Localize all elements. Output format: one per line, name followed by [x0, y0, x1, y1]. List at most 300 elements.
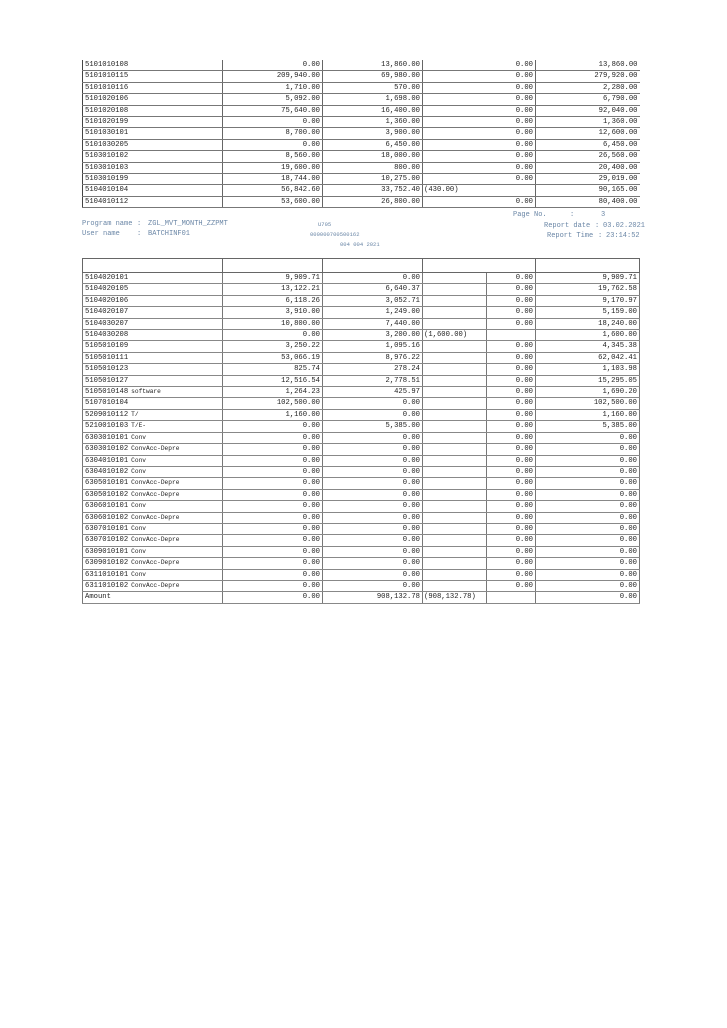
amount-col2: 13,860.00	[323, 60, 423, 71]
account-cell	[83, 466, 223, 477]
account-number: 6303010102	[85, 445, 129, 454]
amount-col1: 19,600.00	[223, 162, 323, 173]
amount-extra	[423, 466, 487, 477]
amount-extra	[423, 139, 487, 150]
account-cell	[83, 409, 223, 420]
total-label: Amount	[83, 592, 223, 603]
amount-col3: 0.00	[487, 444, 536, 455]
amount-extra	[423, 409, 487, 420]
account-number: 5103010102	[85, 152, 129, 161]
amount-col2: 16,400.00	[323, 105, 423, 116]
amount-col4: 20,400.00	[536, 162, 640, 173]
amount-col2: 1,698.00	[323, 94, 423, 105]
amount-col1: 0.00	[223, 139, 323, 150]
amount-col4: 279,920.00	[536, 71, 640, 82]
account-number: 5101020106	[85, 95, 129, 104]
amount-col3: 0.00	[487, 398, 536, 409]
amount-col2: 0.00	[323, 273, 423, 284]
amount-extra	[423, 82, 487, 93]
table-row	[83, 341, 640, 352]
account-number: 5209010112	[85, 410, 129, 419]
account-name: Conv	[131, 456, 146, 464]
header-center-line4-b: 004	[353, 241, 364, 248]
account-number: 6303010101	[85, 433, 129, 442]
account-cell	[83, 364, 223, 375]
amount-col3: 0.00	[487, 295, 536, 306]
account-number: 6311010101	[85, 570, 129, 579]
amount-col1: 18,744.00	[223, 174, 323, 185]
amount-extra	[423, 364, 487, 375]
account-number: 5104030208	[85, 331, 129, 340]
amount-col4: 12,600.00	[536, 128, 640, 139]
amount-extra	[423, 569, 487, 580]
account-number: 5104030207	[85, 319, 129, 328]
amount-col2: 0.00	[323, 444, 423, 455]
table-row	[83, 558, 640, 569]
amount-col3: 0.00	[487, 273, 536, 284]
account-cell	[83, 174, 223, 185]
amount-col2: 5,385.00	[323, 421, 423, 432]
account-number: 5104010104	[85, 186, 129, 195]
total-row	[83, 592, 640, 603]
amount-col1: 3,250.22	[223, 341, 323, 352]
amount-extra	[423, 387, 487, 398]
column-header-col4	[536, 259, 640, 273]
account-cell	[83, 546, 223, 557]
amount-col3	[487, 330, 536, 341]
account-number: 5105010109	[85, 342, 129, 351]
account-number: 5105010127	[85, 376, 129, 385]
amount-col3: 0.00	[487, 387, 536, 398]
amount-col4: 5,159.00	[536, 307, 640, 318]
amount-col4: 1,360.00	[536, 117, 640, 128]
account-cell	[83, 330, 223, 341]
amount-col4: 0.00	[536, 489, 640, 500]
account-cell	[83, 352, 223, 363]
amount-col4: 0.00	[536, 580, 640, 591]
amount-col1: 53,600.00	[223, 196, 323, 207]
top-table-row	[83, 185, 640, 196]
amount-extra	[423, 546, 487, 557]
amount-col3: 0.00	[487, 409, 536, 420]
amount-col1: 0.00	[223, 478, 323, 489]
amount-col1: 0.00	[223, 512, 323, 523]
account-name: ConvAcc-Depre	[131, 479, 180, 487]
table-row	[83, 295, 640, 306]
top-table-row	[83, 174, 640, 185]
top-table-row	[83, 128, 640, 139]
account-number: 5104020107	[85, 308, 129, 317]
account-cell	[83, 105, 223, 116]
amount-extra	[423, 307, 487, 318]
amount-col3: 0.00	[487, 196, 536, 207]
table-row	[83, 352, 640, 363]
amount-col4: 5,385.00	[536, 421, 640, 432]
amount-col3: 0.00	[487, 489, 536, 500]
amount-col4: 1,600.00	[536, 330, 640, 341]
amount-col1: 8,560.00	[223, 151, 323, 162]
amount-col2: 0.00	[323, 580, 423, 591]
column-header-account	[83, 259, 223, 273]
table-row	[83, 398, 640, 409]
amount-col1: 56,842.60	[223, 185, 323, 196]
total-col4: 0.00	[536, 592, 640, 603]
account-number: 6304010102	[85, 467, 129, 476]
amount-col2: 7,440.00	[323, 318, 423, 329]
amount-extra	[423, 421, 487, 432]
amount-extra	[423, 117, 487, 128]
table-row	[83, 284, 640, 295]
account-number: 6305010102	[85, 490, 129, 499]
table-row	[83, 535, 640, 546]
amount-extra: (430.00)	[423, 185, 487, 196]
account-number: 6309010102	[85, 559, 129, 568]
account-cell	[83, 307, 223, 318]
amount-col2: 2,778.51	[323, 375, 423, 386]
amount-col1: 1,264.23	[223, 387, 323, 398]
amount-extra: (1,600.00)	[423, 330, 487, 341]
amount-extra	[423, 501, 487, 512]
account-number: 6304010101	[85, 456, 129, 465]
amount-extra	[423, 489, 487, 500]
report-date-label: Report date	[544, 222, 591, 230]
header-center-line2-code: U705	[318, 221, 332, 228]
amount-col3: 0.00	[487, 284, 536, 295]
header-center-line4-a: 004	[340, 241, 350, 248]
amount-col1: 53,066.19	[223, 352, 323, 363]
amount-col4: 0.00	[536, 569, 640, 580]
amount-col3: 0.00	[487, 478, 536, 489]
amount-extra	[423, 295, 487, 306]
amount-col4: 29,019.00	[536, 174, 640, 185]
amount-col1: 0.00	[223, 580, 323, 591]
amount-col1: 10,800.00	[223, 318, 323, 329]
account-cell	[83, 398, 223, 409]
amount-extra	[423, 375, 487, 386]
amount-col1: 102,500.00	[223, 398, 323, 409]
table-row	[83, 432, 640, 443]
amount-col4: 6,790.00	[536, 94, 640, 105]
amount-extra	[423, 398, 487, 409]
table-row	[83, 489, 640, 500]
top-table-row	[83, 162, 640, 173]
amount-col2: 0.00	[323, 546, 423, 557]
amount-extra	[423, 71, 487, 82]
amount-col1: 0.00	[223, 330, 323, 341]
amount-col2: 3,052.71	[323, 295, 423, 306]
amount-col2: 0.00	[323, 489, 423, 500]
amount-col3: 0.00	[487, 421, 536, 432]
amount-col3	[487, 185, 536, 196]
account-number: 5210010103	[85, 422, 129, 431]
account-number: 5101020108	[85, 106, 129, 115]
amount-col2: 0.00	[323, 523, 423, 534]
report-time-sep: :	[598, 232, 603, 240]
amount-col1: 0.00	[223, 455, 323, 466]
report-time-value: 23:14:52	[606, 232, 640, 240]
amount-extra	[423, 128, 487, 139]
amount-col2: 0.00	[323, 398, 423, 409]
account-cell	[83, 512, 223, 523]
account-cell	[83, 535, 223, 546]
amount-col3: 0.00	[487, 352, 536, 363]
amount-col1: 0.00	[223, 535, 323, 546]
column-header-col2	[323, 259, 423, 273]
table-row	[83, 455, 640, 466]
account-number: 6311010102	[85, 581, 129, 590]
amount-col1: 0.00	[223, 117, 323, 128]
bottom-ledger-table	[82, 258, 640, 604]
amount-col4: 0.00	[536, 546, 640, 557]
account-cell	[83, 151, 223, 162]
amount-col1: 0.00	[223, 60, 323, 71]
amount-col3: 0.00	[487, 535, 536, 546]
amount-col2: 425.97	[323, 387, 423, 398]
account-name: ConvAcc-Depre	[131, 581, 180, 589]
amount-col3: 0.00	[487, 162, 536, 173]
account-name: T/E-	[131, 422, 146, 430]
account-number: 5101010108	[85, 61, 129, 69]
amount-col4: 102,500.00	[536, 398, 640, 409]
table-row	[83, 501, 640, 512]
amount-col4: 62,042.41	[536, 352, 640, 363]
account-cell	[83, 558, 223, 569]
account-number: 5104020101	[85, 274, 129, 282]
amount-col2: 0.00	[323, 569, 423, 580]
amount-col4: 0.00	[536, 444, 640, 455]
account-cell	[83, 580, 223, 591]
amount-col3: 0.00	[487, 60, 536, 71]
account-number: 5105010148	[85, 388, 129, 397]
account-cell	[83, 432, 223, 443]
account-name: ConvAcc-Depre	[131, 445, 180, 453]
amount-col3: 0.00	[487, 580, 536, 591]
account-name: Conv	[131, 570, 146, 578]
amount-col2: 800.00	[323, 162, 423, 173]
account-cell	[83, 501, 223, 512]
account-number: 5101020199	[85, 118, 129, 127]
table-row	[83, 273, 640, 284]
user-name-label: User name	[82, 230, 120, 238]
top-table-row	[83, 71, 640, 82]
table-row	[83, 512, 640, 523]
amount-extra	[423, 284, 487, 295]
amount-col1: 209,940.00	[223, 71, 323, 82]
amount-extra	[423, 196, 487, 207]
amount-col2: 6,640.37	[323, 284, 423, 295]
account-name: Conv	[131, 502, 146, 510]
account-cell	[83, 318, 223, 329]
amount-col2: 18,000.00	[323, 151, 423, 162]
amount-col4: 26,560.00	[536, 151, 640, 162]
program-name-label: Program name	[82, 220, 133, 228]
amount-col4: 1,160.00	[536, 409, 640, 420]
account-cell	[83, 117, 223, 128]
amount-col3: 0.00	[487, 128, 536, 139]
amount-col1: 12,516.54	[223, 375, 323, 386]
amount-col4: 0.00	[536, 478, 640, 489]
amount-col1: 1,710.00	[223, 82, 323, 93]
amount-extra	[423, 318, 487, 329]
table-row	[83, 318, 640, 329]
amount-col4: 0.00	[536, 523, 640, 534]
table-row	[83, 330, 640, 341]
amount-col2: 69,980.00	[323, 71, 423, 82]
amount-col1: 0.00	[223, 444, 323, 455]
amount-col4: 90,165.00	[536, 185, 640, 196]
amount-extra	[423, 94, 487, 105]
account-number: 5103010103	[85, 163, 129, 172]
amount-col4: 1,690.20	[536, 387, 640, 398]
account-cell	[83, 139, 223, 150]
page-no-label: Page No.	[513, 211, 547, 219]
account-cell	[83, 569, 223, 580]
account-name: ConvAcc-Depre	[131, 490, 180, 498]
account-cell	[83, 196, 223, 207]
amount-extra	[423, 352, 487, 363]
table-row	[83, 364, 640, 375]
amount-col4: 0.00	[536, 432, 640, 443]
account-number: 5105010123	[85, 365, 129, 374]
amount-col2: 3,900.00	[323, 128, 423, 139]
account-cell	[83, 94, 223, 105]
total-col3	[487, 592, 536, 603]
amount-col3: 0.00	[487, 501, 536, 512]
top-table-row	[83, 105, 640, 116]
amount-col1: 0.00	[223, 523, 323, 534]
account-name: Conv	[131, 547, 146, 555]
amount-col4: 9,170.97	[536, 295, 640, 306]
total-col1: 0.00	[223, 592, 323, 603]
top-table-row	[83, 151, 640, 162]
table-row	[83, 409, 640, 420]
amount-col1: 75,640.00	[223, 105, 323, 116]
account-number: 6305010101	[85, 479, 129, 488]
table-row	[83, 546, 640, 557]
amount-col1: 6,118.26	[223, 295, 323, 306]
account-number: 5101030101	[85, 129, 129, 138]
amount-col4: 6,450.00	[536, 139, 640, 150]
account-name: Conv	[131, 433, 146, 441]
amount-extra	[423, 162, 487, 173]
page-no-sep: :	[570, 211, 575, 219]
user-name-sep: :	[137, 230, 142, 238]
table-row	[83, 387, 640, 398]
amount-col4: 0.00	[536, 455, 640, 466]
amount-col3: 0.00	[487, 341, 536, 352]
table-row	[83, 523, 640, 534]
amount-col1: 8,700.00	[223, 128, 323, 139]
amount-col2: 0.00	[323, 455, 423, 466]
account-cell	[83, 444, 223, 455]
amount-extra	[423, 444, 487, 455]
amount-col3: 0.00	[487, 432, 536, 443]
amount-col4: 13,860.00	[536, 60, 640, 71]
user-name-value: BATCHINF01	[148, 230, 191, 238]
amount-col4: 15,295.05	[536, 375, 640, 386]
account-number: 5101010115	[85, 72, 129, 81]
header-center-line3-code: 000000700500162	[310, 231, 360, 238]
top-table-row	[83, 60, 640, 71]
amount-col3: 0.00	[487, 151, 536, 162]
account-cell	[83, 128, 223, 139]
amount-col1: 0.00	[223, 421, 323, 432]
amount-col2: 570.00	[323, 82, 423, 93]
amount-col3: 0.00	[487, 71, 536, 82]
account-name: Conv	[131, 467, 146, 475]
account-name: T/	[131, 410, 139, 418]
account-number: 6306010102	[85, 513, 129, 522]
amount-col2: 0.00	[323, 409, 423, 420]
table-row	[83, 478, 640, 489]
account-number: 5104020106	[85, 296, 129, 305]
amount-col3: 0.00	[487, 512, 536, 523]
amount-extra	[423, 174, 487, 185]
table-row	[83, 421, 640, 432]
account-cell	[83, 478, 223, 489]
account-cell	[83, 523, 223, 534]
amount-col2: 0.00	[323, 466, 423, 477]
amount-col1: 5,092.00	[223, 94, 323, 105]
amount-col1: 0.00	[223, 489, 323, 500]
table-row	[83, 580, 640, 591]
account-cell	[83, 71, 223, 82]
header-center-line4-year: 2021	[366, 241, 380, 248]
amount-col4: 0.00	[536, 558, 640, 569]
amount-col2: 0.00	[323, 558, 423, 569]
amount-col1: 0.00	[223, 569, 323, 580]
amount-col2: 10,275.00	[323, 174, 423, 185]
account-number: 5101030205	[85, 140, 129, 149]
account-number: 6306010101	[85, 502, 129, 511]
amount-col3: 0.00	[487, 375, 536, 386]
amount-col3: 0.00	[487, 174, 536, 185]
account-number: 6307010101	[85, 524, 129, 533]
top-table-row	[83, 94, 640, 105]
amount-col4: 0.00	[536, 501, 640, 512]
amount-col2: 26,800.00	[323, 196, 423, 207]
amount-col3: 0.00	[487, 139, 536, 150]
total-col2: 908,132.78	[323, 592, 423, 603]
report-time-label: Report Time	[547, 232, 594, 240]
amount-col4: 0.00	[536, 466, 640, 477]
amount-col1: 13,122.21	[223, 284, 323, 295]
column-header-col3	[423, 259, 536, 273]
amount-col3: 0.00	[487, 94, 536, 105]
amount-col3: 0.00	[487, 546, 536, 557]
account-name: ConvAcc-Depre	[131, 513, 180, 521]
account-cell	[83, 341, 223, 352]
amount-col3: 0.00	[487, 105, 536, 116]
amount-extra	[423, 535, 487, 546]
page-no-value: 3	[601, 211, 606, 219]
table-row	[83, 444, 640, 455]
column-header-row	[83, 259, 640, 273]
account-name: software	[131, 388, 161, 396]
amount-col2: 0.00	[323, 478, 423, 489]
account-cell	[83, 421, 223, 432]
account-name: Conv	[131, 524, 146, 532]
total-extra: (908,132.78)	[423, 592, 487, 603]
account-cell	[83, 295, 223, 306]
amount-col2: 0.00	[323, 501, 423, 512]
amount-col1: 1,160.00	[223, 409, 323, 420]
account-cell	[83, 273, 223, 284]
account-cell	[83, 387, 223, 398]
account-name: ConvAcc-Depre	[131, 536, 180, 544]
header-center-line4	[340, 241, 380, 248]
amount-col3: 0.00	[487, 117, 536, 128]
